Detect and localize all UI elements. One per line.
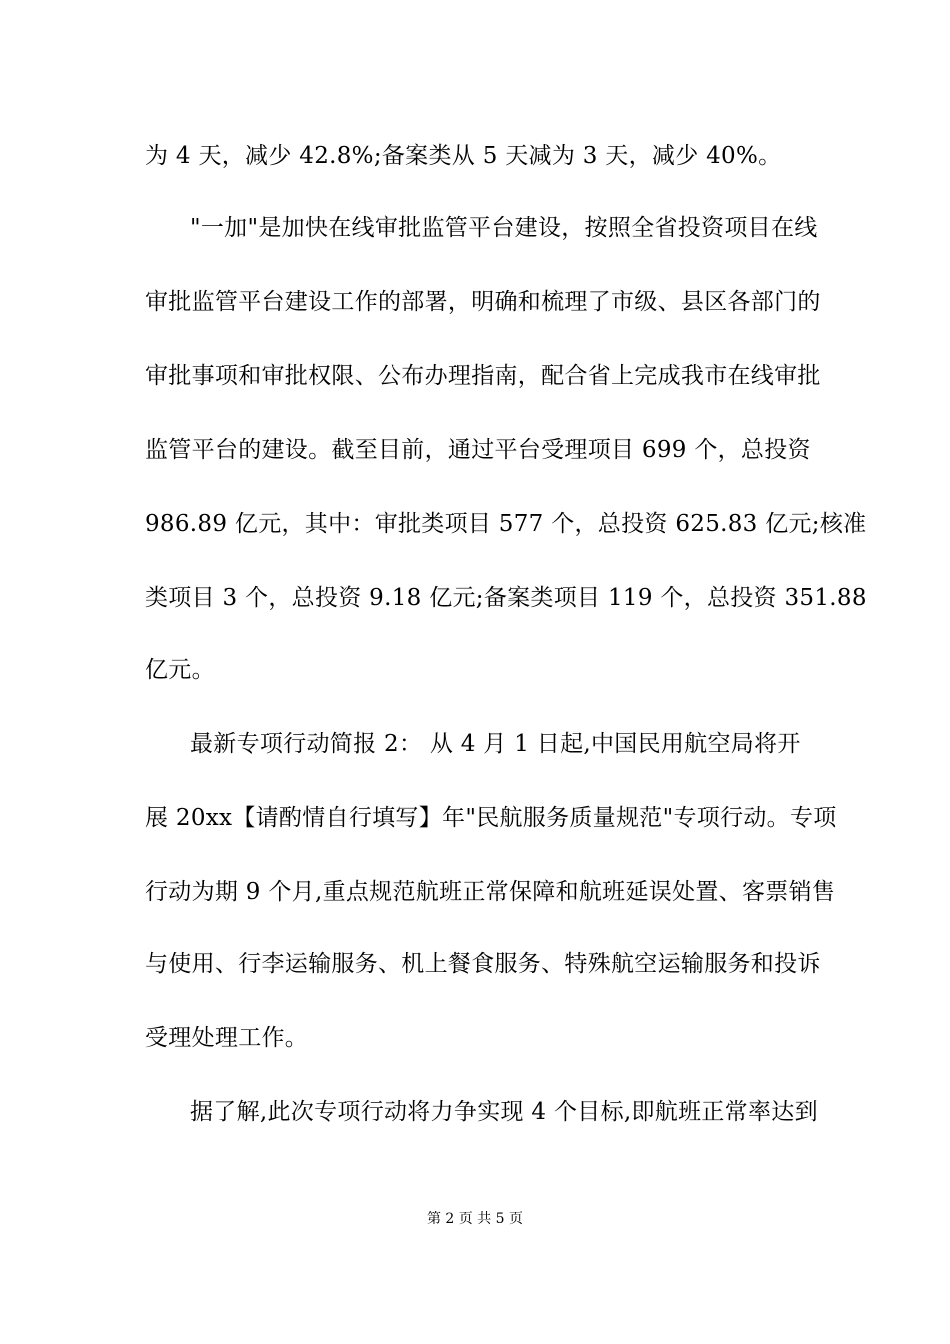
- paragraph-line: 类项目 3 个，总投资 9.18 亿元;备案类项目 119 个，总投资 351.88: [145, 585, 867, 611]
- paragraph-line: "一加"是加快在线审批监管平台建设，按照全省投资项目在线: [190, 215, 818, 241]
- paragraph-line: 亿元。: [145, 657, 215, 683]
- paragraph-line: 展 20xx【请酌情自行填写】年"民航服务质量规范"专项行动。专项: [145, 805, 837, 831]
- paragraph-line: 986.89 亿元，其中：审批类项目 577 个，总投资 625.83 亿元;核准: [145, 511, 867, 537]
- paragraph-line: 监管平台的建设。截至目前，通过平台受理项目 699 个，总投资: [145, 437, 811, 463]
- paragraph-line: 据了解,此次专项行动将力争实现 4 个目标,即航班正常率达到: [190, 1099, 818, 1125]
- paragraph-line: 受理处理工作。: [145, 1025, 309, 1051]
- paragraph-line: 审批事项和审批权限、公布办理指南，配合省上完成我市在线审批: [145, 363, 821, 389]
- paragraph-line: 行动为期 9 个月,重点规范航班正常保障和航班延误处置、客票销售: [145, 879, 836, 905]
- paragraph-line: 审批监管平台建设工作的部署，明确和梳理了市级、县区各部门的: [145, 289, 821, 315]
- paragraph-line: 与使用、行李运输服务、机上餐食服务、特殊航空运输服务和投诉: [145, 951, 821, 977]
- paragraph-line: 最新专项行动简报 2： 从 4 月 1 日起,中国民用航空局将开: [190, 731, 801, 757]
- page-number-footer: 第 2 页 共 5 页: [426, 1211, 524, 1227]
- paragraph-line: 为 4 天，减少 42.8%;备案类从 5 天减为 3 天，减少 40%。: [145, 143, 782, 169]
